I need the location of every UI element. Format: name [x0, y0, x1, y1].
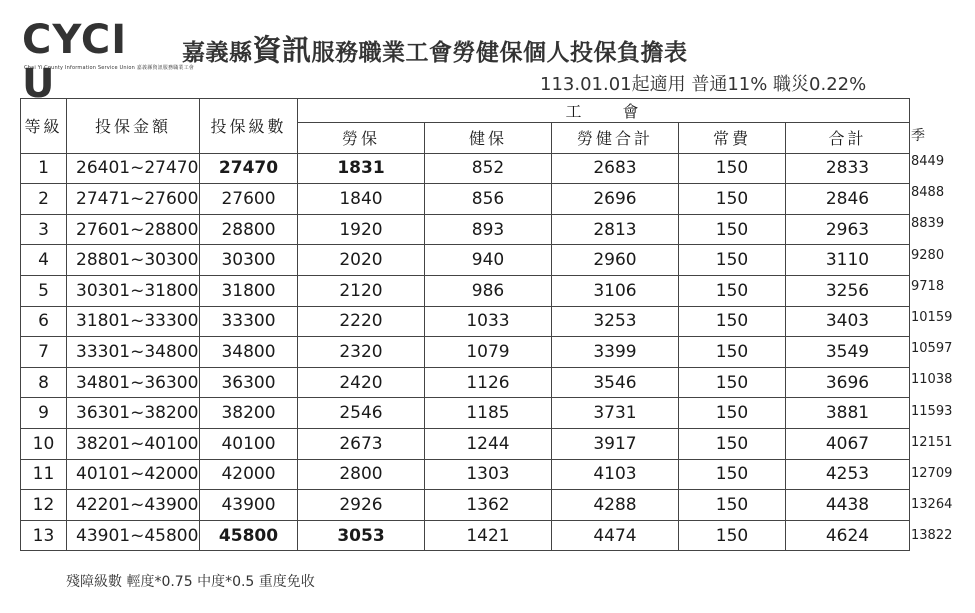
- cell-labor: 2220: [298, 306, 425, 337]
- cell-sum: 4067: [786, 428, 910, 459]
- cell-labor: 1920: [298, 214, 425, 245]
- cell-grade: 40100: [200, 428, 298, 459]
- cell-sum: 2833: [786, 153, 910, 184]
- cell-labor: 2673: [298, 428, 425, 459]
- cell-sum: 3403: [786, 306, 910, 337]
- cell-health: 1033: [425, 306, 552, 337]
- season-value: 12151: [911, 434, 953, 450]
- cell-total-lh: 4474: [552, 520, 679, 551]
- table-row: [21, 520, 910, 551]
- cell-range: 38201~40100: [67, 428, 200, 459]
- header-sum: 合計: [786, 123, 910, 154]
- header-row-1: [21, 99, 910, 123]
- cell-sum: 2846: [786, 184, 910, 215]
- cell-total-lh: 3399: [552, 337, 679, 368]
- cell-range: 30301~31800: [67, 275, 200, 306]
- header-level: 等級: [21, 99, 67, 154]
- cell-grade: 30300: [200, 245, 298, 276]
- cell-health: 852: [425, 153, 552, 184]
- cell-health: 893: [425, 214, 552, 245]
- cell-total-lh: 3106: [552, 275, 679, 306]
- effective-date-subtitle: 113.01.01起適用 普通11% 職災0.22%: [540, 74, 867, 95]
- premium-table: [20, 98, 910, 551]
- cell-labor: 2546: [298, 398, 425, 429]
- cell-level: 11: [21, 459, 67, 490]
- cell-grade: 27600: [200, 184, 298, 215]
- cell-fee: 150: [679, 306, 786, 337]
- seasonal-column: [911, 126, 971, 544]
- cell-health: 856: [425, 184, 552, 215]
- header-total-lh: 勞健合計: [552, 123, 679, 154]
- cell-grade: 31800: [200, 275, 298, 306]
- cell-fee: 150: [679, 459, 786, 490]
- season-value: 10159: [911, 309, 953, 325]
- cell-range: 40101~42000: [67, 459, 200, 490]
- header-fee: 常費: [679, 123, 786, 154]
- cell-fee: 150: [679, 153, 786, 184]
- header-season: 季: [911, 128, 925, 144]
- cell-sum: 3881: [786, 398, 910, 429]
- cell-health: 1303: [425, 459, 552, 490]
- table-row: [21, 367, 910, 398]
- cell-health: 986: [425, 275, 552, 306]
- logo-subtext: Chai Yi County Information Service Union 嘉義縣資訊服務職業工會: [24, 65, 194, 71]
- cell-sum: 3696: [786, 367, 910, 398]
- cell-level: 12: [21, 490, 67, 521]
- header-union: 工 會: [298, 99, 910, 123]
- header-grade: 投保級數: [200, 99, 298, 154]
- cell-fee: 150: [679, 367, 786, 398]
- cell-health: 1126: [425, 367, 552, 398]
- season-value: 8449: [911, 154, 945, 169]
- cell-labor: 2800: [298, 459, 425, 490]
- table-row: [21, 275, 910, 306]
- cell-total-lh: 2696: [552, 184, 679, 215]
- cell-level: 5: [21, 275, 67, 306]
- cell-sum: 3549: [786, 337, 910, 368]
- cell-total-lh: 3731: [552, 398, 679, 429]
- cell-level: 3: [21, 214, 67, 245]
- table-row: [21, 490, 910, 521]
- cell-labor: 1840: [298, 184, 425, 215]
- season-value: 12709: [911, 465, 953, 481]
- season-value: 11038: [911, 372, 953, 388]
- cell-range: 27471~27600: [67, 184, 200, 215]
- table-row: [21, 306, 910, 337]
- cell-level: 8: [21, 367, 67, 398]
- cell-level: 4: [21, 245, 67, 276]
- table-row: [21, 245, 910, 276]
- cell-labor: 3053: [298, 520, 425, 551]
- cell-fee: 150: [679, 490, 786, 521]
- table-row: [21, 428, 910, 459]
- cell-total-lh: 2813: [552, 214, 679, 245]
- cell-range: 42201~43900: [67, 490, 200, 521]
- cell-total-lh: 3546: [552, 367, 679, 398]
- cell-labor: 2120: [298, 275, 425, 306]
- season-value: 13822: [911, 528, 953, 544]
- cell-level: 7: [21, 337, 67, 368]
- cell-sum: 4624: [786, 520, 910, 551]
- cell-total-lh: 3917: [552, 428, 679, 459]
- cell-grade: 38200: [200, 398, 298, 429]
- cell-level: 1: [21, 153, 67, 184]
- title-part1: 嘉義縣: [182, 40, 253, 66]
- cell-grade: 33300: [200, 306, 298, 337]
- cell-fee: 150: [679, 214, 786, 245]
- cell-health: 1362: [425, 490, 552, 521]
- cell-fee: 150: [679, 337, 786, 368]
- cell-labor: 2420: [298, 367, 425, 398]
- table-row: [21, 153, 910, 184]
- cell-grade: 36300: [200, 367, 298, 398]
- cell-health: 940: [425, 245, 552, 276]
- cell-fee: 150: [679, 275, 786, 306]
- cell-health: 1244: [425, 428, 552, 459]
- cell-fee: 150: [679, 398, 786, 429]
- season-value: 11593: [911, 403, 953, 419]
- cell-total-lh: 3253: [552, 306, 679, 337]
- header-health: 健保: [425, 123, 552, 154]
- page-title: [182, 28, 688, 69]
- cell-level: 10: [21, 428, 67, 459]
- cell-grade: 43900: [200, 490, 298, 521]
- season-value: 8488: [911, 185, 945, 201]
- cell-fee: 150: [679, 184, 786, 215]
- cell-fee: 150: [679, 428, 786, 459]
- cell-health: 1079: [425, 337, 552, 368]
- cell-sum: 4253: [786, 459, 910, 490]
- cell-sum: 2963: [786, 214, 910, 245]
- cell-sum: 3256: [786, 275, 910, 306]
- union-logo: [22, 17, 194, 107]
- cell-level: 9: [21, 398, 67, 429]
- cell-labor: 2926: [298, 490, 425, 521]
- cell-grade: 27470: [200, 153, 298, 184]
- table-row: [21, 214, 910, 245]
- cell-range: 36301~38200: [67, 398, 200, 429]
- cell-sum: 3110: [786, 245, 910, 276]
- cell-level: 6: [21, 306, 67, 337]
- disability-note: 殘障級數 輕度*0.75 中度*0.5 重度免收: [66, 574, 315, 590]
- cell-grade: 42000: [200, 459, 298, 490]
- table-row: [21, 184, 910, 215]
- cell-grade: 34800: [200, 337, 298, 368]
- cell-grade: 45800: [200, 520, 298, 551]
- cell-fee: 150: [679, 245, 786, 276]
- header-range: 投保金額: [67, 99, 200, 154]
- header-labor: 勞保: [298, 123, 425, 154]
- cell-total-lh: 4288: [552, 490, 679, 521]
- cell-range: 43901~45800: [67, 520, 200, 551]
- cell-range: 28801~30300: [67, 245, 200, 276]
- table-row: [21, 459, 910, 490]
- cell-level: 2: [21, 184, 67, 215]
- cell-labor: 2320: [298, 337, 425, 368]
- table-row: [21, 398, 910, 429]
- cell-fee: 150: [679, 520, 786, 551]
- cell-range: 33301~34800: [67, 337, 200, 368]
- table-row: [21, 337, 910, 368]
- cell-level: 13: [21, 520, 67, 551]
- cell-range: 34801~36300: [67, 367, 200, 398]
- season-value: 8839: [911, 216, 945, 232]
- season-value: 13264: [911, 497, 953, 513]
- cell-total-lh: 2683: [552, 153, 679, 184]
- cell-grade: 28800: [200, 214, 298, 245]
- cell-health: 1185: [425, 398, 552, 429]
- title-part2: 資訊: [252, 33, 312, 67]
- cell-health: 1421: [425, 520, 552, 551]
- cell-sum: 4438: [786, 490, 910, 521]
- season-value: 10597: [911, 341, 953, 357]
- cell-range: 26401~27470: [67, 153, 200, 184]
- cell-range: 31801~33300: [67, 306, 200, 337]
- title-part3: 服務職業工會勞健保個人投保負擔表: [311, 40, 688, 66]
- season-value: 9280: [911, 247, 945, 263]
- logo-text: CYCI U: [22, 17, 128, 107]
- season-value: 9718: [911, 278, 945, 294]
- cell-labor: 1831: [298, 153, 425, 184]
- cell-labor: 2020: [298, 245, 425, 276]
- cell-total-lh: 2960: [552, 245, 679, 276]
- cell-total-lh: 4103: [552, 459, 679, 490]
- cell-range: 27601~28800: [67, 214, 200, 245]
